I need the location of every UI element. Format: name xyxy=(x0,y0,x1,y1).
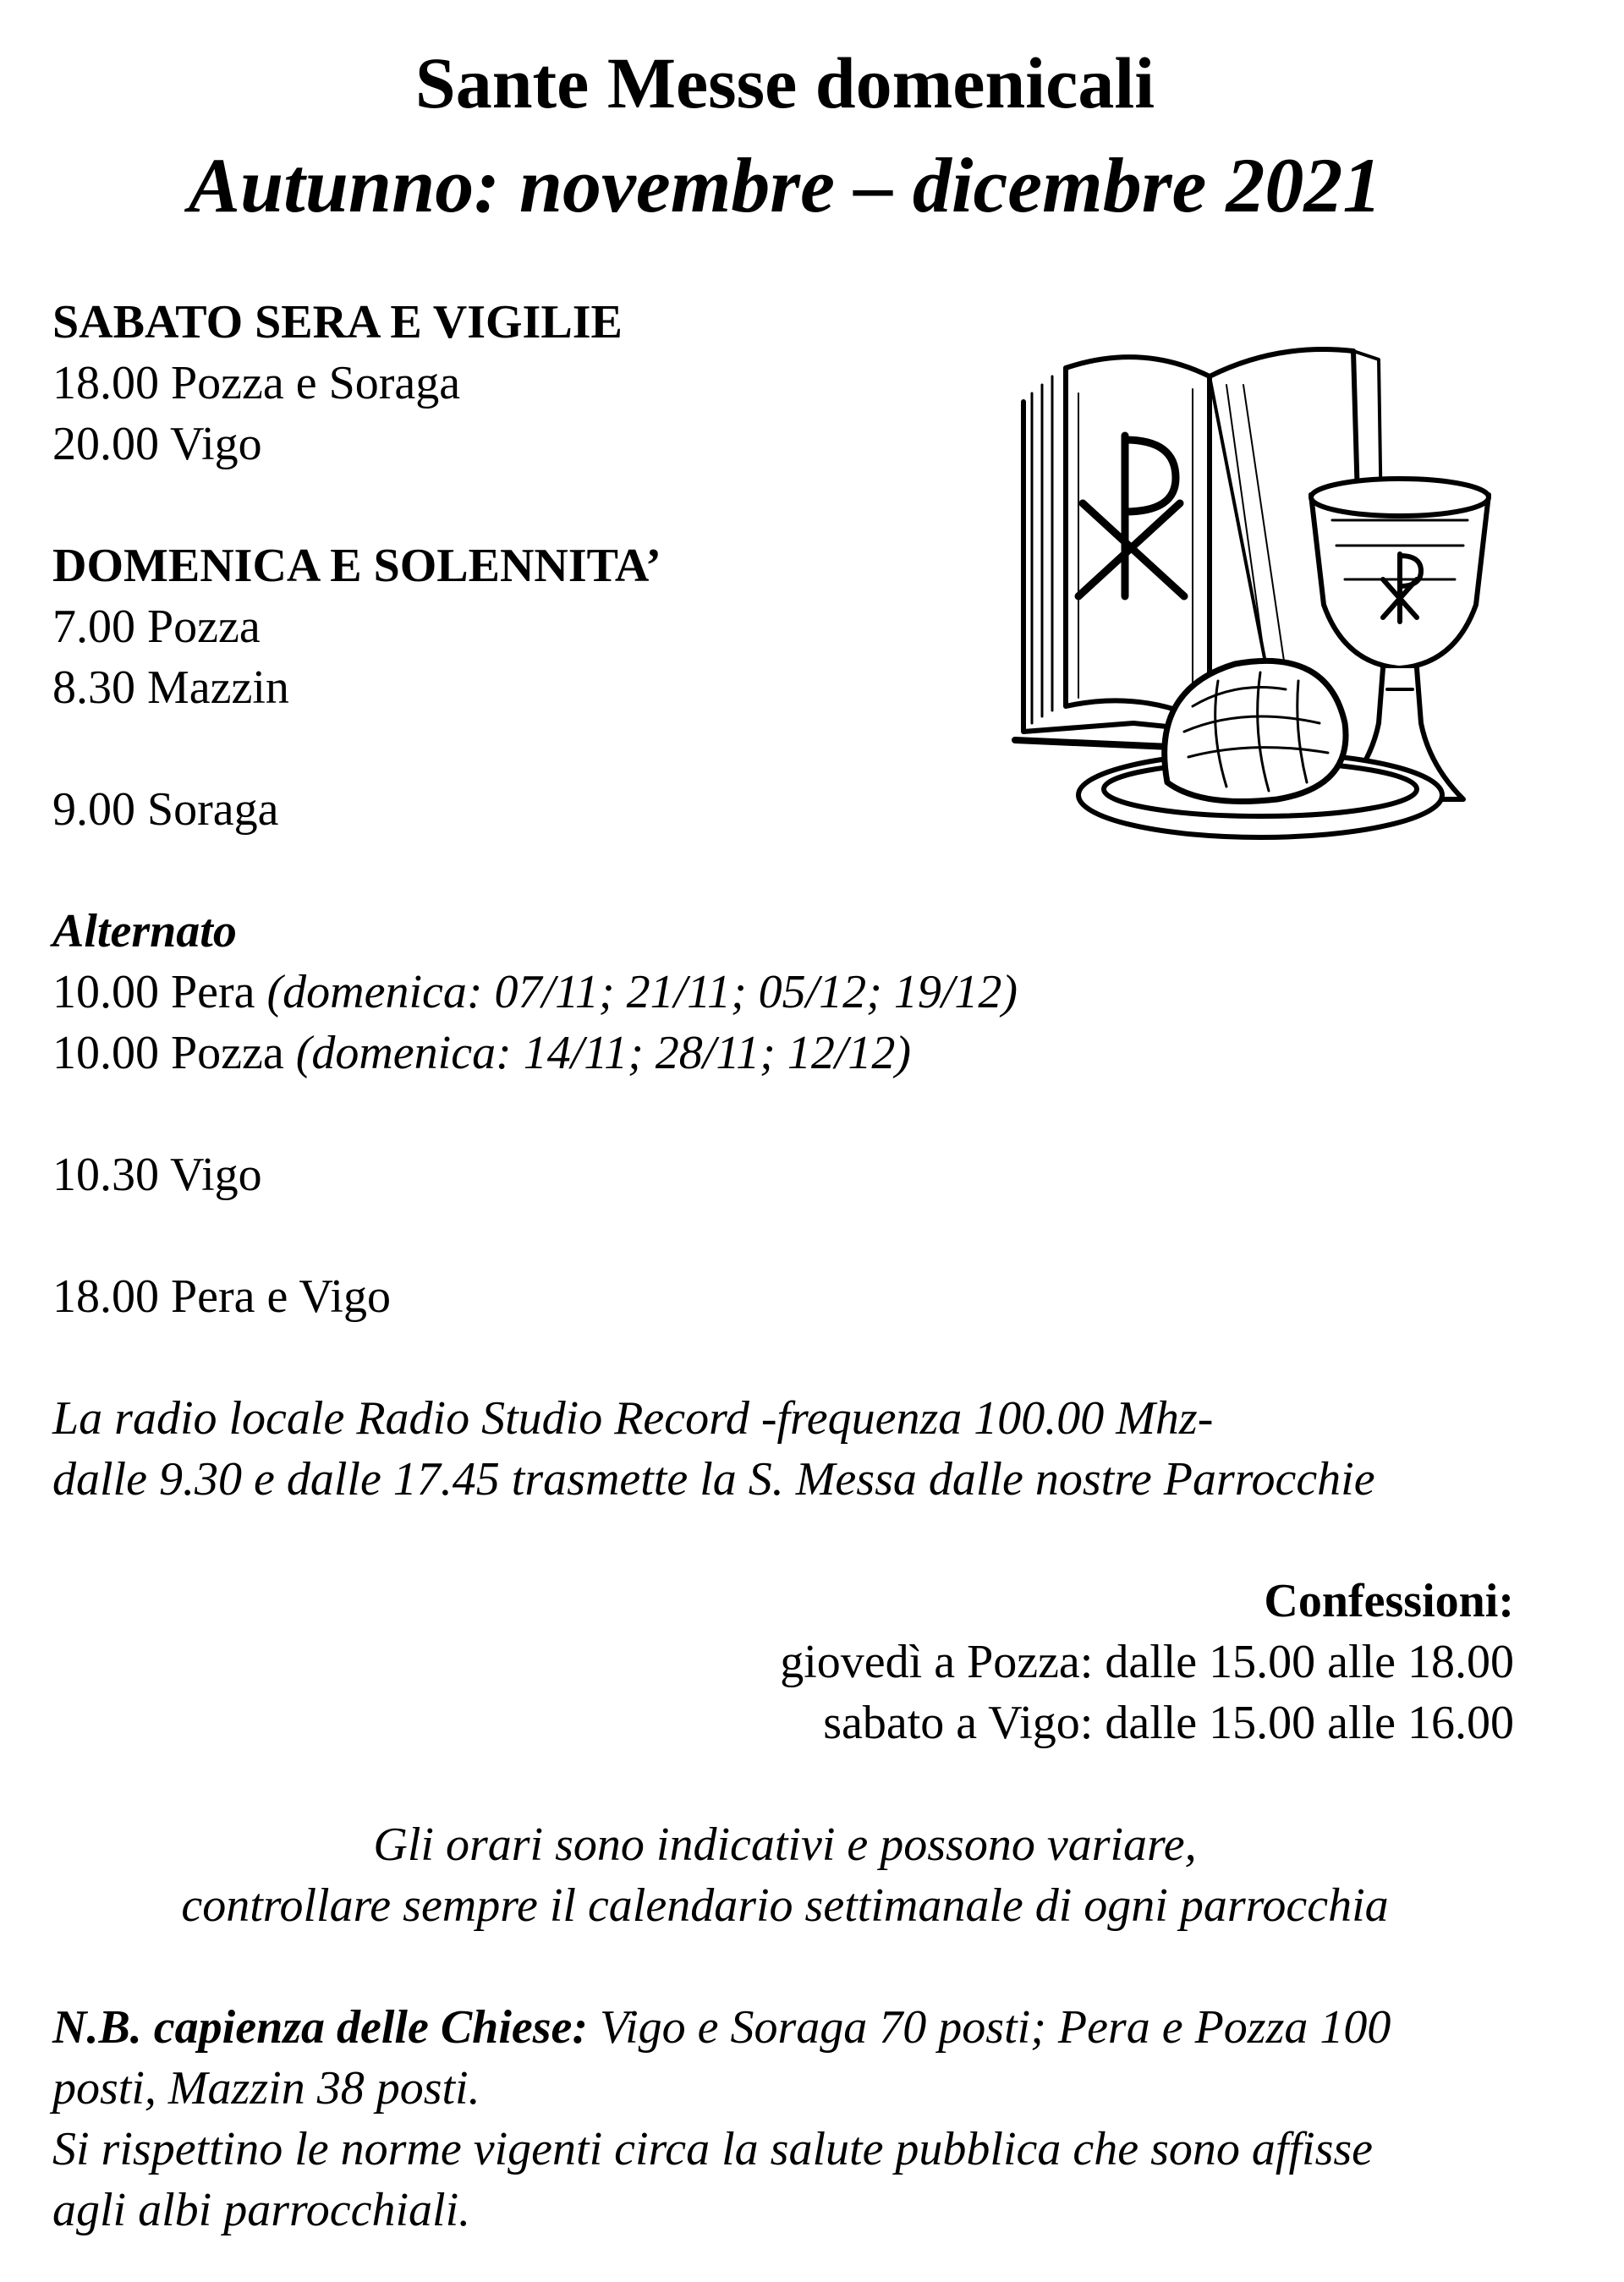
sunday-mass-2: 8.30 Mazzin xyxy=(52,661,289,714)
alternating-heading: Alternato xyxy=(52,905,237,957)
sunday-mass-1: 7.00 Pozza xyxy=(52,601,261,653)
mass-pera-vigo-1800: 18.00 Pera e Vigo xyxy=(52,1270,391,1323)
pera-time: 10.00 Pera xyxy=(52,966,255,1018)
nb-line-4: agli albi parrocchiali. xyxy=(52,2184,471,2236)
bible-chalice-bread-icon xyxy=(998,326,1514,884)
saturday-mass-2: 20.00 Vigo xyxy=(52,418,262,470)
page-subtitle: Autunno: novembre – dicembre 2021 xyxy=(188,142,1382,228)
sunday-mass-soraga: 9.00 Soraga xyxy=(52,783,279,836)
nb-line-2: posti, Mazzin 38 posti. xyxy=(52,2062,480,2115)
pozza-time: 10.00 Pozza xyxy=(52,1027,284,1079)
radio-line-2: dalle 9.30 e dalle 17.45 trasmette la S. Messa dalle nostre Parrocchie xyxy=(52,1453,1375,1506)
notice-line-1: Gli orari sono indicativi e possono variare, xyxy=(373,1818,1197,1871)
nb-line-3: Si rispettino le norme vigenti circa la salute pubblica che sono affisse xyxy=(52,2123,1374,2175)
alternating-pozza xyxy=(52,1023,911,1083)
saturday-mass-1: 18.00 Pozza e Soraga xyxy=(52,357,461,409)
sunday-heading: DOMENICA E SOLENNITA’ xyxy=(52,540,661,592)
confessions-heading: Confessioni: xyxy=(1264,1575,1514,1627)
nb-label: N.B. capienza delle Chiese: xyxy=(52,2001,589,2054)
pera-dates: (domenica: 07/11; 21/11; 05/12; 19/12) xyxy=(266,966,1018,1018)
page-title: Sante Messe domenicali xyxy=(414,42,1155,123)
mass-vigo-1030: 10.30 Vigo xyxy=(52,1149,262,1201)
alternating-pera xyxy=(52,962,1018,1023)
nb-text-1: Vigo e Soraga 70 posti; Pera e Pozza 100 xyxy=(588,2001,1391,2054)
pozza-dates: (domenica: 14/11; 28/11; 12/12) xyxy=(295,1027,912,1079)
radio-line-1: La radio locale Radio Studio Record -frequenza 100.00 Mhz- xyxy=(52,1392,1214,1445)
nb-line-1 xyxy=(52,1997,1391,2058)
confessions-line-2: sabato a Vigo: dalle 15.00 alle 16.00 xyxy=(823,1697,1514,1749)
saturday-heading: SABATO SERA E VIGILIE xyxy=(52,296,623,348)
notice-line-2: controllare sempre il calendario settimanale di ogni parrocchia xyxy=(181,1879,1389,1932)
confessions-line-1: giovedì a Pozza: dalle 15.00 alle 18.00 xyxy=(780,1636,1514,1688)
